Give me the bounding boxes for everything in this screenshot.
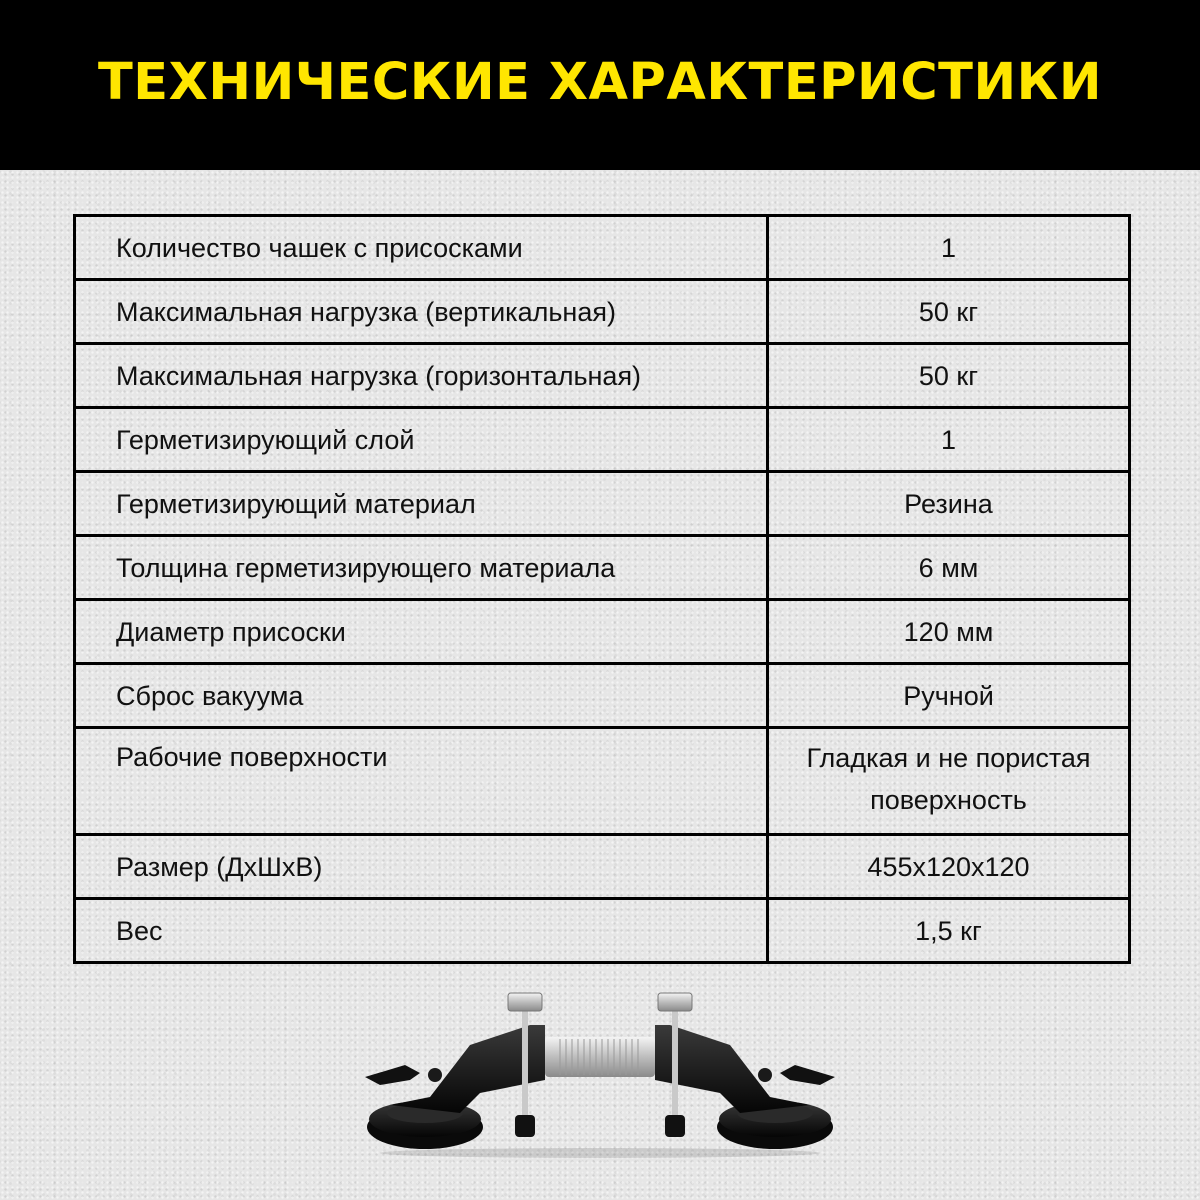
spec-value: 455х120х120 — [768, 835, 1130, 899]
table-row — [75, 344, 1130, 408]
spec-value: 50 кг — [768, 344, 1130, 408]
spec-label: Сброс вакуума — [75, 664, 768, 728]
table-row — [75, 835, 1130, 899]
table-row — [75, 216, 1130, 280]
page-title: ТЕХНИЧЕСКИЕ ХАРАКТЕРИСТИКИ — [97, 53, 1103, 112]
table-row — [75, 536, 1130, 600]
spec-label: Вес — [75, 899, 768, 963]
spec-value: Резина — [768, 472, 1130, 536]
spec-value: Гладкая и не пористая поверхность — [768, 728, 1130, 835]
header-banner — [0, 0, 1200, 170]
spec-value: 1,5 кг — [768, 899, 1130, 963]
table-row — [75, 728, 1130, 835]
table-row — [75, 408, 1130, 472]
spec-value: 120 мм — [768, 600, 1130, 664]
spec-value: Ручной — [768, 664, 1130, 728]
spec-label: Диаметр присоски — [75, 600, 768, 664]
table-row — [75, 600, 1130, 664]
table-row — [75, 280, 1130, 344]
spec-value: 1 — [768, 216, 1130, 280]
table-row — [75, 664, 1130, 728]
spec-label: Толщина герметизирующего материала — [75, 536, 768, 600]
spec-label: Количество чашек с присосками — [75, 216, 768, 280]
spec-label: Герметизирующий слой — [75, 408, 768, 472]
spec-value: 6 мм — [768, 536, 1130, 600]
double-suction-cup-lifter-image — [360, 985, 840, 1160]
table-row — [75, 899, 1130, 963]
spec-label: Герметизирующий материал — [75, 472, 768, 536]
spec-label: Рабочие поверхности — [75, 728, 768, 835]
spec-label: Максимальная нагрузка (вертикальная) — [75, 280, 768, 344]
table-row — [75, 472, 1130, 536]
spec-value: 50 кг — [768, 280, 1130, 344]
spec-label: Размер (ДхШхВ) — [75, 835, 768, 899]
spec-label: Максимальная нагрузка (горизонтальная) — [75, 344, 768, 408]
specs-table — [73, 214, 1131, 964]
spec-value: 1 — [768, 408, 1130, 472]
